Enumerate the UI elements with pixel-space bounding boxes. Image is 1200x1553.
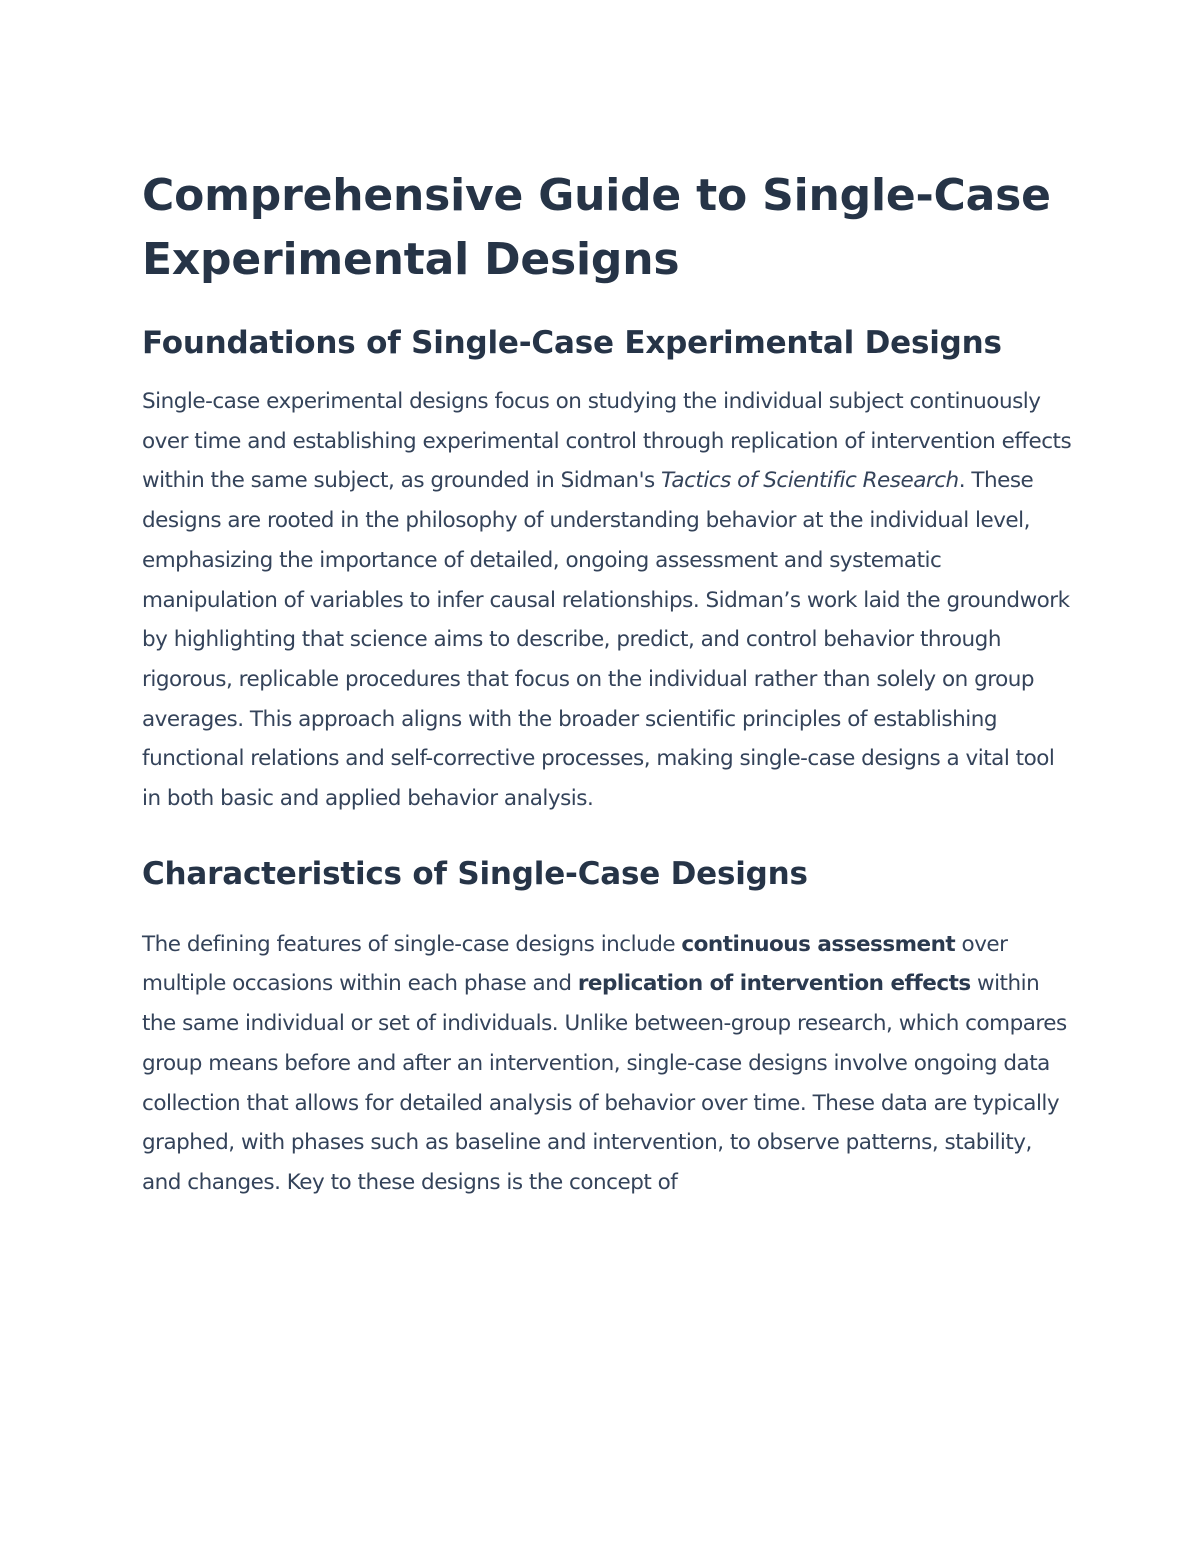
section-paragraph-foundations <box>142 382 1072 819</box>
paragraph-text: over multiple occasions within each phase and <box>142 931 1008 997</box>
paragraph-text: Single-case experimental designs focus on studying the individual subject continuously over time and establishing experimental control through replication of intervention effects within the same subject, as grounded in Sidman's <box>142 389 1072 494</box>
section-paragraph-characteristics <box>142 925 1072 1203</box>
document-title: Comprehensive Guide to Single-Case Experimental Designs <box>142 170 1051 285</box>
document-page <box>142 164 1072 1203</box>
section-heading-foundations: Foundations of Single-Case Experimental Designs <box>142 325 1002 361</box>
paragraph-text: . These designs are rooted in the philosophy of understanding behavior at the individual level, emphasizing the importance of detailed, ongoing assessment and systematic manipulation of variables to infer causal relationships. Sidman’s work laid the groundwork by highlighting that science aims to describe, predict, and control behavior through rigorous, replicable procedures that focus on the individual rather than solely on group averages. This approach aligns with the broader scientific principles of establishing functional relations and self-corrective processes, making single-case designs a vital tool in both basic and applied behavior analysis. <box>142 468 1070 812</box>
book-title: Tactics of Scientific Research <box>661 468 959 494</box>
paragraph-text: The defining features of single-case designs include <box>142 931 682 957</box>
bold-term-continuous-assessment: continuous assessment <box>681 931 956 957</box>
bold-term-replication: replication of intervention effects <box>577 971 971 997</box>
paragraph-text: within the same individual or set of individuals. Unlike between-group research, which compares group means before and after an intervention, single-case designs involve ongoing data collection that allows for detailed analysis of behavior over time. These data are typically graphed, with phases such as baseline and intervention, to observe patterns, stability, and changes. Key to these designs is the concept of <box>142 971 1067 1195</box>
section-heading-characteristics: Characteristics of Single-Case Designs <box>142 855 808 892</box>
